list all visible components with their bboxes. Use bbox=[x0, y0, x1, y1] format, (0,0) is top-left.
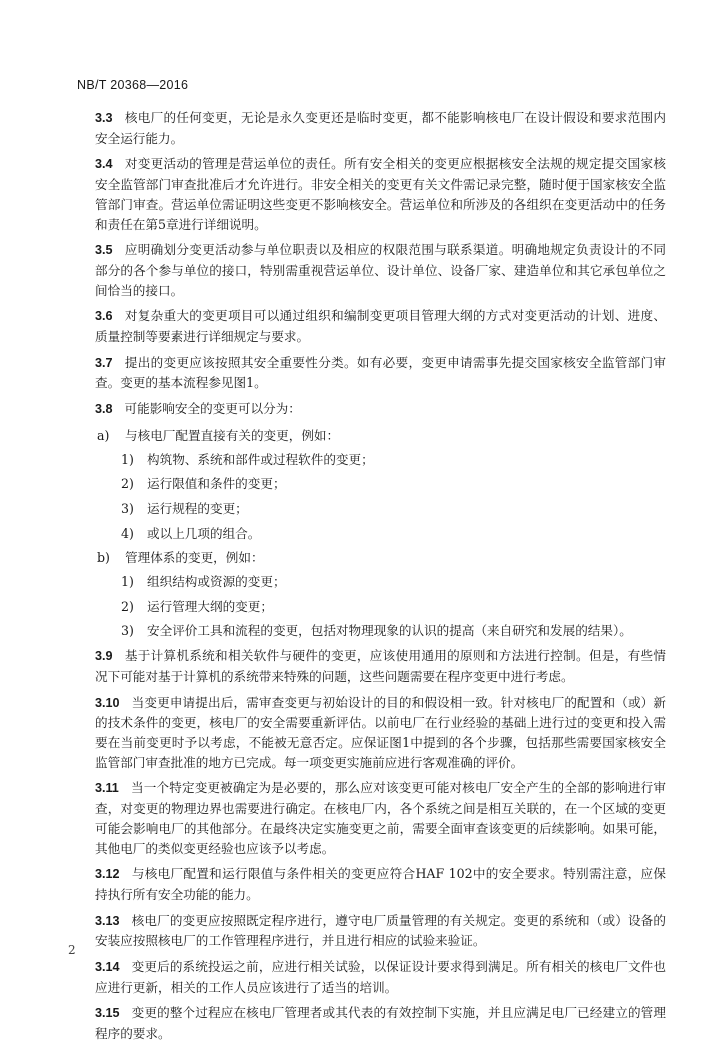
clause-text: 提出的变更应该按照其安全重要性分类。如有必要，变更申请需事先提交国家核安全监管部门审查。变更的基本流程参见图1。 bbox=[95, 354, 666, 391]
list-item-text: 与核电厂配置直接有关的变更，例如： bbox=[125, 427, 340, 443]
list-item bbox=[95, 426, 666, 446]
sub-list-item bbox=[121, 621, 666, 641]
sub-list-item bbox=[121, 499, 666, 519]
sub-list-marker: 3) bbox=[121, 623, 134, 639]
clause-text: 核电厂的任何变更，无论是永久变更还是临时变更，都不能影响核电厂在设计假设和要求范围内安全运行能力。 bbox=[95, 110, 666, 146]
clause-text: 对复杂重大的变更项目可以通过组织和编制变更项目管理大纲的方式对变更活动的计划、进度、质量控制等要素进行详细规定与要求。 bbox=[95, 308, 666, 345]
clause-text: 可能影响安全的变更可以分为： bbox=[124, 401, 301, 417]
sub-list-marker: 4) bbox=[121, 525, 134, 541]
clause-number: 3.12 bbox=[95, 867, 120, 882]
page-number: 2 bbox=[68, 943, 76, 957]
paragraph-group-before bbox=[95, 108, 666, 420]
clause-number: 3.5 bbox=[95, 243, 113, 258]
clause-number: 3.3 bbox=[95, 111, 113, 125]
clause-paragraph bbox=[95, 957, 666, 997]
list-3-8 bbox=[95, 426, 666, 641]
clause-text: 基于计算机系统和相关软件与硬件的变更，应该使用通用的原则和方法进行控制。但是，有些情况下可能对基于计算机的系统带来特殊的问题，这些问题需要在程序变更中进行考虑。 bbox=[95, 648, 666, 684]
clause-paragraph bbox=[95, 240, 666, 300]
clause-paragraph bbox=[95, 778, 666, 858]
clause-number: 3.15 bbox=[95, 1006, 120, 1021]
clause-number: 3.13 bbox=[95, 913, 120, 928]
clause-paragraph bbox=[95, 399, 666, 420]
clause-text: 当变更申请提出后，需审查变更与初始设计的目的和假设相一致。针对核电厂的配置和（或）新的技术条件的变更，核电厂的安全需要重新评估。以前电厂在行业经验的基础上进行过的变更和投入需要在当前变更时予以考虑，不能被无意否定。应保证图1中提到的各个步骤，包括那些需要国家核安全监管部门审查批准的地方已完成。每一项变更实施前应进行客观准确的评价。 bbox=[95, 694, 666, 770]
clause-text: 当一个特定变更被确定为是必要的，那么应对该变更可能对核电厂安全产生的全部的影响进行审查，对变更的物理边界也需要进行确定。在核电厂内，各个系统之间是相互关联的，在一个区域的变更可能会影响电厂的其他部分。在最终决定实施变更之前，需要全面审查该变更的后续影响。如果可能，其他电厂的类似变更经验也应该予以考虑。 bbox=[95, 780, 666, 856]
sub-list-text: 运行限值和条件的变更； bbox=[147, 476, 286, 492]
sub-list-item bbox=[121, 524, 666, 544]
clause-paragraph bbox=[95, 154, 666, 234]
sub-list-text: 或以上几项的组合。 bbox=[147, 525, 261, 541]
sub-list-item bbox=[121, 450, 666, 470]
clause-paragraph bbox=[95, 353, 666, 393]
clause-text: 变更的整个过程应在核电厂管理者或其代表的有效控制下实施，并且应满足电厂已经建立的管理程序的要求。 bbox=[95, 1005, 666, 1042]
sub-list-item bbox=[121, 572, 666, 592]
sub-list-item bbox=[121, 597, 666, 617]
sub-list-marker: 2) bbox=[121, 476, 134, 492]
sub-list-text: 组织结构或资源的变更； bbox=[147, 574, 286, 590]
clause-number: 3.9 bbox=[95, 649, 113, 664]
clause-paragraph bbox=[95, 693, 666, 773]
sub-list-marker: 1) bbox=[121, 451, 134, 467]
clause-number: 3.8 bbox=[95, 402, 113, 417]
clause-number: 3.11 bbox=[95, 781, 119, 796]
clause-text: 核电厂的变更应按照既定程序进行，遵守电厂质量管理的有关规定。变更的系统和（或）设备的安装应按照核电厂的工作管理程序进行，并且进行相应的试验来验证。 bbox=[95, 912, 666, 949]
clause-paragraph bbox=[95, 911, 666, 951]
clause-number: 3.14 bbox=[95, 960, 120, 975]
list-item bbox=[95, 548, 666, 568]
clause-text: 与核电厂配置和运行限值与条件相关的变更应符合HAF 102中的安全要求。特别需注意，应保持执行所有安全功能的能力。 bbox=[95, 866, 666, 902]
list-item-text: 管理体系的变更，例如： bbox=[125, 550, 264, 566]
clause-text: 变更后的系统投运之前，应进行相关试验，以保证设计要求得到满足。所有相关的核电厂文件也应进行更新，相关的工作人员应该进行了适当的培训。 bbox=[95, 959, 666, 995]
clause-text: 对变更活动的管理是营运单位的责任。所有安全相关的变更应根据核安全法规的规定提交国家核安全监管部门审查批准后才允许进行。非安全相关的变更有关文件需记录完整，随时便于国家核安全监管部门审查。营运单位需证明这些变更不影响核安全。营运单位和所涉及的各组织在变更活动中的任务和责任在第5章进行详细说明。 bbox=[95, 156, 666, 232]
sub-list-text: 运行规程的变更； bbox=[147, 500, 248, 516]
clause-paragraph bbox=[95, 646, 666, 686]
clause-paragraph bbox=[95, 108, 666, 148]
list-marker: a) bbox=[97, 427, 110, 443]
standard-code: NB/T 20368—2016 bbox=[77, 78, 189, 92]
clause-text: 应明确划分变更活动参与单位职责以及相应的权限范围与联系渠道。明确地规定负责设计的不同部分的各个参与单位的接口，特别需重视营运单位、设计单位、设备厂家、建造单位和其它承包单位之间恰当的接口。 bbox=[95, 242, 666, 298]
sub-list-marker: 1) bbox=[121, 574, 134, 590]
sub-list-marker: 3) bbox=[121, 500, 134, 516]
sub-list-text: 安全评价工具和流程的变更，包括对物理现象的认识的提高（来自研究和发展的结果）。 bbox=[147, 623, 632, 639]
paragraph-group-after bbox=[95, 646, 666, 1044]
sub-list-text: 运行管理大纲的变更； bbox=[147, 598, 273, 614]
sub-list-item bbox=[121, 474, 666, 494]
sub-list-text: 构筑物、系统和部件或过程软件的变更； bbox=[147, 451, 374, 467]
clause-number: 3.6 bbox=[95, 309, 113, 324]
document-body bbox=[95, 108, 666, 1050]
clause-number: 3.7 bbox=[95, 355, 113, 370]
list-marker: b) bbox=[97, 550, 110, 566]
clause-number: 3.4 bbox=[95, 157, 113, 172]
clause-paragraph bbox=[95, 864, 666, 904]
sub-list-marker: 2) bbox=[121, 598, 134, 614]
clause-paragraph bbox=[95, 306, 666, 346]
clause-number: 3.10 bbox=[95, 695, 120, 710]
